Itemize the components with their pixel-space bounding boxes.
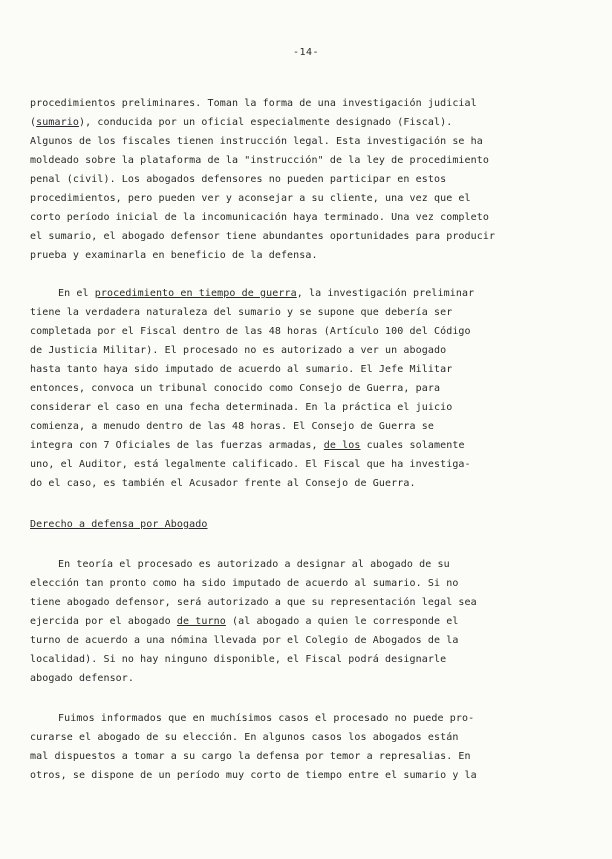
text-line: procedimientos, pero pueden ver y aconsejar a su cliente, una vez que el: [30, 193, 471, 204]
text-line: moldeado sobre la plataforma de la "instrucción" de la ley de procedimiento: [30, 155, 490, 166]
text-line: tiene la verdadera naturaleza del sumario y se supone que debería ser: [30, 307, 453, 318]
text-line: Algunos de los fiscales tienen instrucción legal. Esta investigación se ha: [30, 136, 483, 147]
text-line: curarse el abogado de su elección. En algunos casos los abogados están: [30, 732, 459, 743]
text-line: (sumario), conducida por un oficial especialmente designado (Fiscal).: [30, 117, 453, 128]
text-line: mal dispuestos a tomar a su cargo la defensa por temor a represalias. En: [30, 751, 471, 762]
text-line: do el caso, es también el Acusador frente al Consejo de Guerra.: [30, 478, 416, 489]
underlined-text: de los: [323, 440, 361, 451]
text-line: procedimientos preliminares. Toman la forma de una investigación judicial: [30, 98, 477, 109]
underlined-text: de turno: [176, 616, 226, 627]
text-line: ejercida por el abogado de turno (al abogado a quien le corresponde el: [30, 616, 459, 627]
text-line: integra con 7 Oficiales de las fuerzas armadas, de los cuales solamente: [30, 440, 465, 451]
text-line: penal (civil). Los abogados defensores no pueden participar en estos: [30, 174, 447, 185]
text-line: En teoría el procesado es autorizado a designar al abogado de su: [58, 559, 450, 570]
text-line: corto período inicial de la incomunicación haya terminado. Una vez completo: [30, 212, 490, 223]
text-line: el sumario, el abogado defensor tiene abundantes oportunidades para producir: [30, 231, 496, 242]
page-number: -14-: [292, 47, 320, 58]
text-line: comienza, a menudo dentro de las 48 horas. El Consejo de Guerra se: [30, 421, 434, 432]
text-line: localidad). Si no hay ninguno disponible, el Fiscal podrá designarle: [30, 654, 447, 665]
text-line: prueba y examinarla en beneficio de la defensa.: [30, 250, 318, 261]
underlined-text: procedimiento en tiempo de guerra: [94, 288, 297, 299]
text-line: uno, el Auditor, está legalmente calificado. El Fiscal que ha investiga-: [30, 459, 471, 470]
section-heading: Derecho a defensa por Abogado: [30, 519, 208, 530]
text-line: abogado defensor.: [30, 673, 135, 684]
text-line: tiene abogado defensor, será autorizado a que su representación legal sea: [30, 597, 477, 608]
text-line: entonces, convoca un tribunal conocido como Consejo de Guerra, para: [30, 383, 441, 394]
text-line: considerar el caso en una fecha determinada. En la práctica el juicio: [30, 402, 453, 413]
underlined-text: sumario: [36, 117, 79, 128]
text-line: turno de acuerdo a una nómina llevada por el Colegio de Abogados de la: [30, 635, 459, 646]
text-line: hasta tanto haya sido imputado de acuerdo al sumario. El Jefe Militar: [30, 364, 453, 375]
text-line: Fuimos informados que en muchísimos casos el procesado no puede pro-: [58, 713, 475, 724]
text-line: de Justicia Militar). El procesado no es autorizado a ver un abogado: [30, 345, 447, 356]
text-line: completada por el Fiscal dentro de las 48 horas (Artículo 100 del Código: [30, 326, 471, 337]
text-line: En el procedimiento en tiempo de guerra, la investigación preliminar: [58, 288, 475, 299]
text-line: otros, se dispone de un período muy corto de tiempo entre el sumario y la: [30, 770, 477, 781]
text-line: elección tan pronto como ha sido imputado de acuerdo al sumario. Si no: [30, 578, 459, 589]
